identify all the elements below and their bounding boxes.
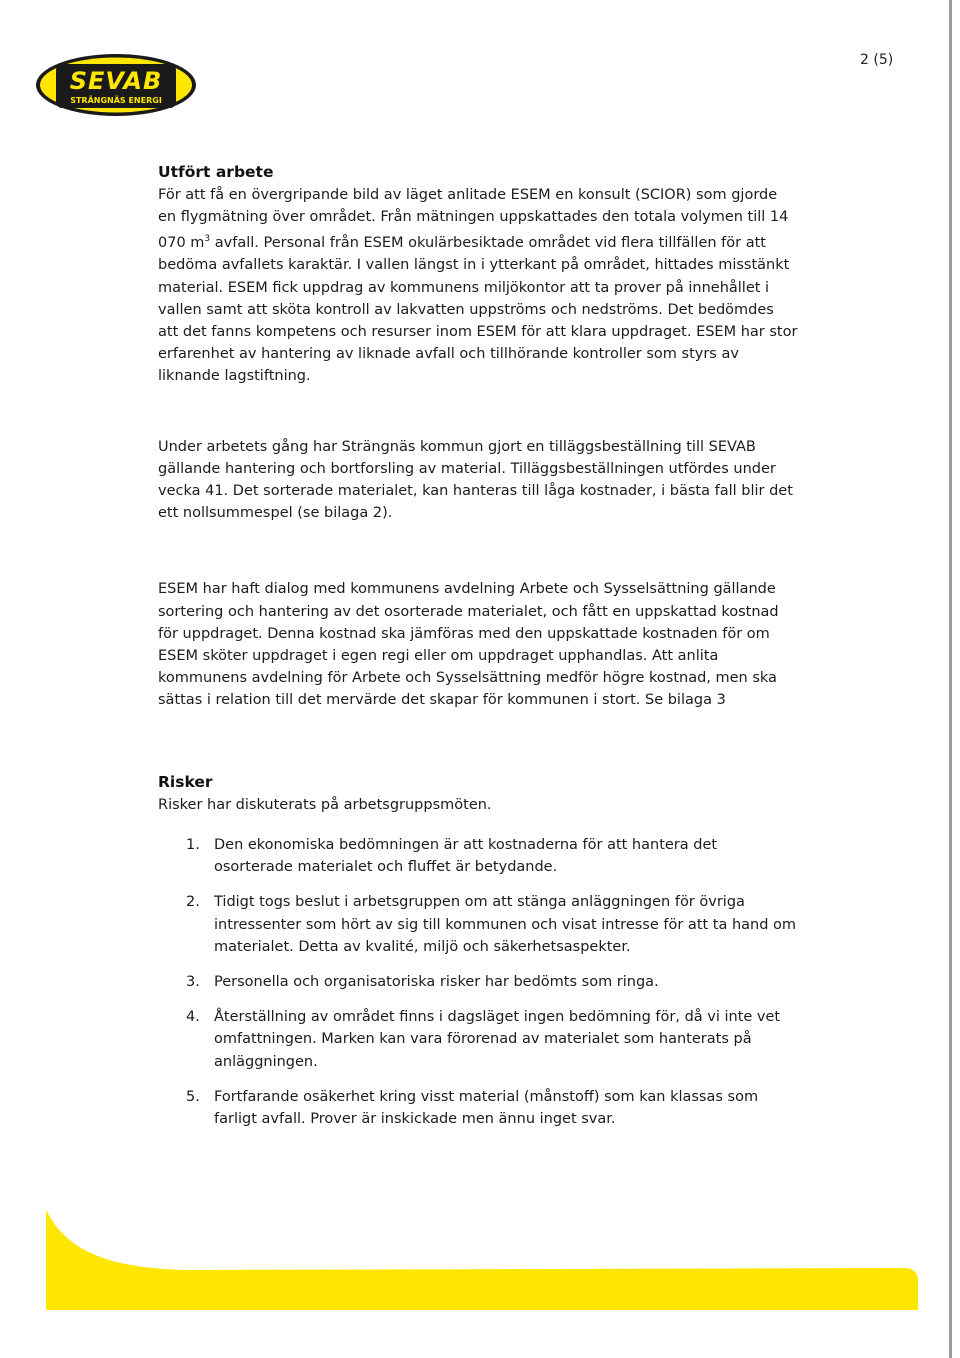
footer-yellow-wave — [46, 1210, 918, 1316]
risk-item-4 — [158, 1006, 798, 1073]
risk-item-5 — [158, 1086, 798, 1130]
risker-heading: Risker — [158, 772, 213, 791]
risker-intro: Risker har diskuterats på arbetsgruppsmöten. — [158, 796, 492, 813]
risk-text: Den ekonomiska bedömningen är att kostnaderna för att hantera det osorterade materialet och fluffet är betydande. — [214, 836, 718, 876]
utfort-p1-part-b: avfall. Personal från ESEM okulärbesiktade området vid flera tillfällen för att bedöma avfallets karaktär. I vallen längst in i ytterkant på området, hittades misstänkt material. ESEM fick uppdrag av kommunens miljökontor att ta prover på innehållet i vallen samt att sköta kontroll av lakvatten uppströms och nedströms. Det bedömdes att det fanns kompetens och resurser inom ESEM för att klara uppdraget. ESEM har stor erfarenhet av hantering av liknade avfall och tillhörande kontroller som styrs av liknande lagstiftning. — [158, 235, 798, 385]
utfort-paragraph-2: Under arbetets gång har Strängnäs kommun gjort en tilläggsbeställning till SEVAB gällande hantering och bortforsling av material. Tilläggsbeställningen utfördes under vecka 41. Det sorterade materialet, kan hanteras till låga kostnader, i bästa fall blir det ett nollsummespel (se bilaga 2). — [158, 438, 793, 522]
utfort-p1-superscript: 3 — [204, 234, 211, 245]
page-edge-line — [949, 0, 952, 1358]
logo-tagline-text: STRÄNGNÄS ENERGI — [70, 96, 162, 105]
risk-list — [158, 834, 798, 1130]
risk-text: Fortfarande osäkerhet kring visst material (månstoff) som kan klassas som farligt avfall. Prover är inskickade men ännu inget svar. — [214, 1088, 759, 1127]
page-number: 2 (5) — [860, 52, 894, 68]
utfort-heading: Utfört arbete — [158, 163, 274, 181]
utfort-paragraph-1 — [158, 184, 798, 388]
logo-name-text: SEVAB — [69, 67, 163, 95]
risk-text: Personella och organisatoriska risker har bedömts som ringa. — [214, 973, 659, 990]
risk-text: Tidigt togs beslut i arbetsgruppen om att stänga anläggningen för övriga intressenter som hört av sig till kommunen och visat intresse för att ta hand om materialet. Detta av kvalité, miljö och säkerhetsaspekter. — [214, 894, 797, 955]
utfort-p1-part-a: För att få en övergripande bild av läget anlitade ESEM en konsult (SCIOR) som gjorde en flygmätning över området. Från mätningen uppskattades den totala volymen till 14 070 m — [158, 187, 789, 252]
risk-item-3 — [158, 971, 798, 993]
document-body — [158, 160, 798, 1143]
risk-item-2 — [158, 891, 798, 958]
utfort-paragraph-3: ESEM har haft dialog med kommunens avdelning Arbete och Sysselsättning gällande sortering och hantering av det osorterade materialet, och fått en uppskattad kostnad för uppdraget. Denna kostnad ska jämföras med den uppskattade kostnaden för om ESEM sköter uppdraget i egen regi eller om uppdraget upphandlas. Att anlita kommunens avdelning för Arbete och Sysselsättning medför högre kostnad, men ska sättas i relation till det mervärde det skapar för kommunen i stort. Se bilaga 3 — [158, 581, 779, 709]
risk-text: Återställning av området finns i dagsläget ingen bedömning för, då vi inte vet omfattningen. Marken kan vara förorenad av materialet som hanterats på anläggningen. — [214, 1009, 781, 1070]
risk-number: 5. — [186, 1088, 200, 1105]
sevab-logo — [34, 52, 198, 118]
risk-number: 3. — [186, 973, 200, 990]
risk-number: 1. — [186, 836, 200, 853]
risk-item-1 — [158, 834, 798, 878]
risk-number: 2. — [186, 894, 200, 911]
risk-number: 4. — [186, 1009, 200, 1026]
